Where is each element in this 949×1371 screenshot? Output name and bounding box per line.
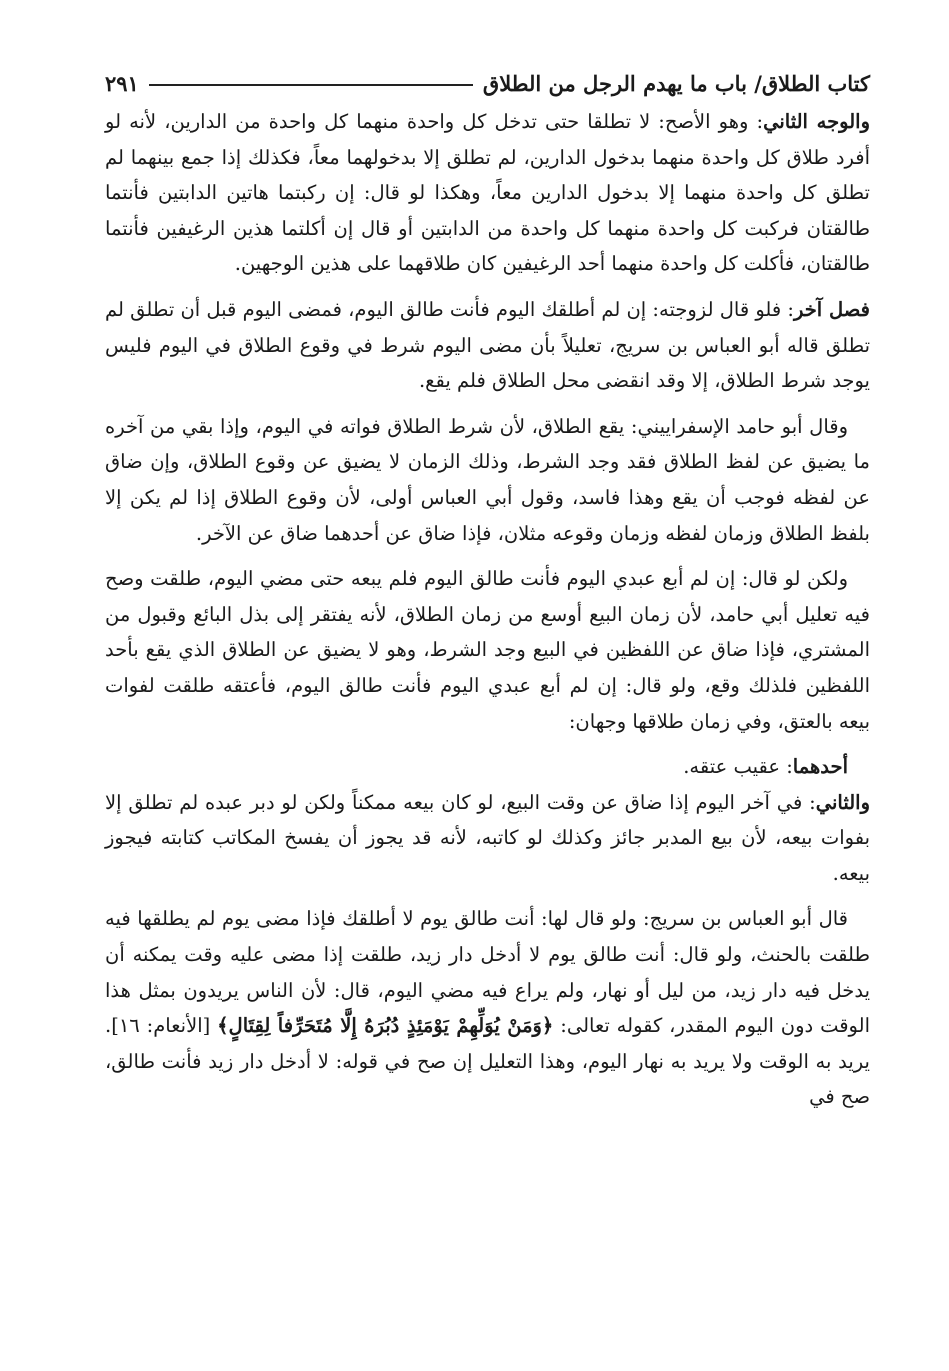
paragraph-text: [الأنعام: ١٦]. يريد به الوقت ولا يريد به نهار اليوم، وهذا التعليل إن صح في قوله: لا أدخل دار زيد فأنت طالق، صح في (105, 1014, 870, 1109)
paragraph-text: : عقيب عتقه. (683, 755, 793, 779)
book-page (105, 60, 870, 1350)
paragraph-text: : وهو الأصح: لا تطلقا حتى تدخل كل واحدة منهما كل واحدة من الدارين، لأنه لو أفرد طلاق كل واحدة منهما بدخول الدارين، لم تطلق إلا بدخولهما معاً، فكذلك إذا جمع بينهما لم تطلق كل واحدة منهما إلا بدخول الدارين معاً، وهكذا لو قال: إن ركبتما هاتين الدابتين فأنتما طالقتان فركبت كل واحدة منهما كل واحدة من الدابتين أو قال إن أكلتما هذين الرغيفين فأنتما طالقتان، فأكلت كل واحدة منهما أحد الرغيفين كان طلاقهما على هذين الوجهين. (105, 110, 870, 276)
paragraph-selling-slave (105, 561, 870, 739)
paragraph-second-aspect (105, 104, 870, 282)
paragraph-first-opinion (105, 749, 870, 785)
chapter-title: كتاب الطلاق/ باب ما يهدم الرجل من الطلاق (482, 71, 870, 96)
paragraph-another-section (105, 292, 870, 399)
paragraph-text: : في آخر اليوم إذا ضاق عن وقت البيع، لو كان بيعه ممكناً ولكن لو دبر عبده لم تطلق إلا بفوات بيعه، لأن بيع المدبر جائز وكذلك لو كاتبه، لأنه قد يجوز أن يفسخ المكاتب كتابته فيجوز بيعه. (105, 790, 870, 885)
paragraph-lead: والوجه الثاني (763, 110, 870, 133)
quran-verse: ﴿وَمَنْ يُوَلِّهِمْ يَوْمَئِذٍ دُبُرَهُ إِلَّا مُتَحَرِّفاً لِقِتَالٍ﴾ (217, 1014, 554, 1038)
running-header (105, 60, 870, 96)
paragraph-second-opinion (105, 785, 870, 892)
paragraph-text: قال أبو العباس بن سريج: ولو قال لها: أنت طالق يوم لا أطلقك فإذا مضى يوم لم يطلقها فيه طلقت بالحنث، ولو قال: أنت طالق يوم لا أدخل دار زيد، طلقت إذا مضى عليه وقت يمكنه أن يدخل فيه دار زيد، من ليل أو نهار، ولم يراع فيه مضي اليوم، قال: لأن الناس يريدون بمثل هذا الوقت دون اليوم المقدر، كقوله تعالى: (105, 907, 870, 1038)
paragraph-lead: أحدهما (792, 755, 848, 779)
paragraph-abu-hamid (105, 409, 870, 551)
paragraph-ibn-surayj (105, 901, 870, 1115)
paragraph-text: ولكن لو قال: إن لم أبع عبدي اليوم فأنت طالق اليوم فلم يبعه حتى مضي اليوم، طلقت وصح فيه تعليل أبي حامد، لأن زمان البيع أوسع من زمان الطلاق، لأنه يفتقر إلى بذل البائع وقبول من المشتري، فإذا ضاق عن اللفظين في البيع وجد الشرط، وهو لا يضيق عن الطلاق الذي يقع بأحد اللفظين فلذلك وقع، ولو قال: إن لم أبع عبدي اليوم فأنت طالق اليوم، فأعتقه طلقت لفوات بيعه بالعتق، وفي زمان طلاقها وجهان: (105, 567, 870, 733)
page-number: ٢٩١ (105, 71, 139, 96)
paragraph-lead: والثاني (815, 790, 870, 814)
paragraph-text: : فلو قال لزوجته: إن لم أطلقك اليوم فأنت طالق اليوم، فمضى اليوم قبل أن تطلق لم تطلق قاله أبو العباس بن سريج، تعليلاً بأن مضى اليوم شرط في وقوع الطلاق في اليوم فليس يوجد شرط الطلاق، إلا وقد انقضى محل الطلاق فلم يقع. (105, 297, 870, 393)
header-rule (149, 84, 473, 86)
paragraph-lead: فصل آخر (793, 297, 870, 321)
paragraph-text: وقال أبو حامد الإسفراييني: يقع الطلاق، لأن شرط الطلاق فواته في اليوم، وإذا بقي من آخره ما يضيق عن لفظ الطلاق فقد وجد الشرط، وذلك الزمان لا يضيق عن وقوع الطلاق، وإن ضاق عن لفظه فوجب أن يقع وهذا فاسد، وقول أبي العباس أولى، لأن وقوع الطلاق إذا لم يكن إلا بلفظ الطلاق وزمان لفظه وزمان وقوعه مثلان، فإذا ضاق عن أحدهما ضاق عن الآخر. (105, 414, 871, 545)
